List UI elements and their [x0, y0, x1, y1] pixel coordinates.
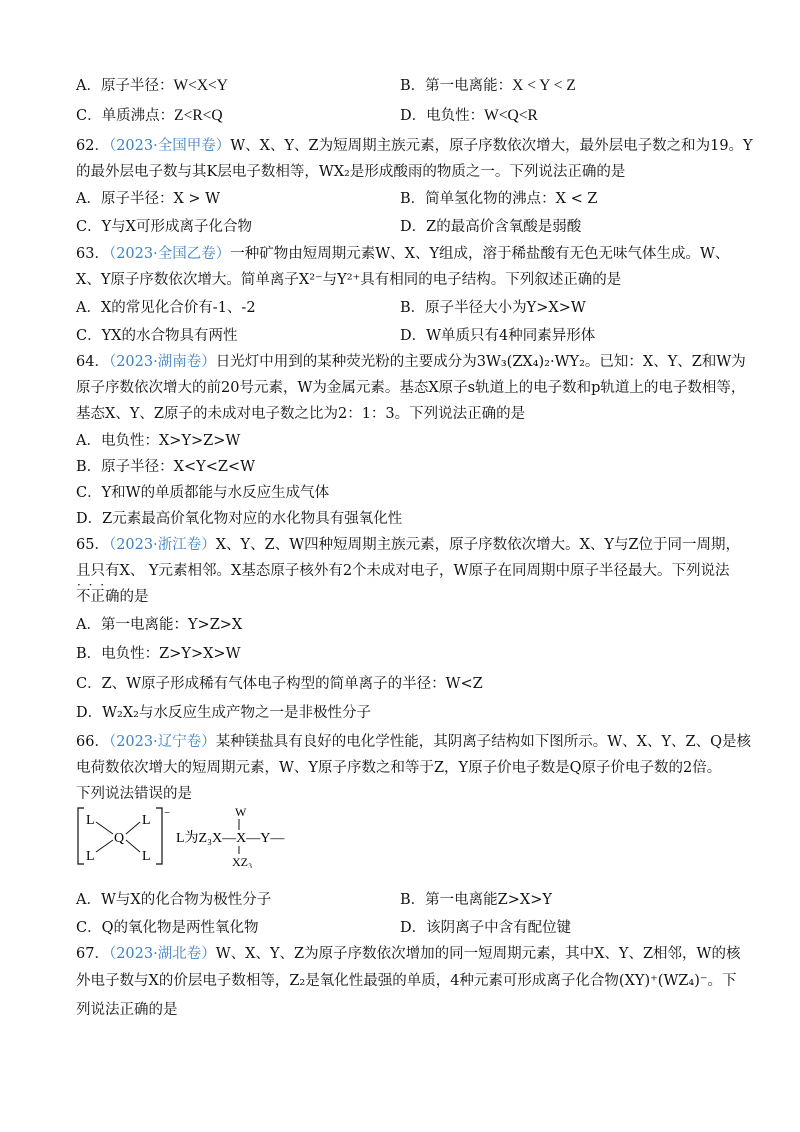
- q63-stem-1: 63．（2023·全国乙卷）一种矿物由短周期元素W、X、Y组成，溶于稀盐酸有无色无味气体生成。W、: [76, 246, 730, 262]
- q66-option-b: B．第一电离能Z>X>Y: [400, 892, 552, 908]
- q66-option-c: C．Q的氧化物是两性氧化物: [76, 920, 259, 936]
- q62-option-d: D．Z的最高价含氧酸是弱酸: [400, 219, 582, 235]
- q65-option-d: D．W₂X₂与水反应生成产物之一是非极性分子: [76, 705, 371, 721]
- q66-stem-3: 下列说法错误的是: [76, 786, 192, 802]
- q65-stem-1: 65．（2023·浙江卷）X、Y、Z、W四种短周期主族元素，原子序数依次增大。X、Y与Z位于同一周期，: [76, 537, 741, 553]
- q66-option-a: A．W与X的化合物为极性分子: [76, 892, 272, 908]
- q66-stem-2: 电荷数依次增大的短周期元素，W、Y原子序数之和等于Z，Y原子价电子数是Q原子价电子数的2倍。: [76, 760, 722, 776]
- option-d: D．电负性：W<Q<R: [400, 107, 538, 124]
- q63-option-a: A．X的常见化合价有-1、-2: [76, 300, 256, 316]
- option-b: B．第一电离能：X < Y < Z: [400, 77, 576, 94]
- q62-stem-1: 62．（2023·全国甲卷）W、X、Y、Z为短周期主族元素，原子序数依次增大，最外层电子数之和为19。Y: [76, 138, 753, 154]
- ligand-label-bl: L: [86, 849, 95, 864]
- q67-stem-1: 67．（2023·湖北卷）W、X、Y、Z为原子序数依次增加的同一短周期元素，其中X、Y、Z相邻，W的核: [76, 946, 741, 962]
- q65-option-b: B．电负性：Z>Y>X>W: [76, 646, 241, 662]
- q65-stem-3: · · · 不正确的是: [76, 587, 149, 607]
- q63-option-c: C．YX的水合物具有两性: [76, 328, 238, 344]
- q64-option-d: D．Z元素最高价氧化物对应的水化物具有强氧化性: [76, 511, 403, 527]
- q64-stem-1: 64．（2023·湖南卷）日光灯中用到的某种荧光粉的主要成分为3W₃(ZX₄)₂·WY₂。已知：X、Y、Z和W为: [76, 354, 746, 370]
- bottom-substituent: XZ₃: [232, 855, 253, 868]
- q62-option-a: A．原子半径：X > W: [76, 191, 221, 207]
- q67-stem-2: 外电子数与X的价层电子数相等，Z₂是氧化性最强的单质，4种元素可形成离子化合物(XY)⁺(WZ₄)⁻。下: [76, 973, 737, 989]
- ligand-label-br: L: [142, 849, 151, 864]
- q66-option-d: D．该阴离子中含有配位键: [400, 920, 572, 936]
- q63-option-b: B．原子半径大小为Y>X>W: [400, 300, 586, 316]
- option-a: A．原子半径：W<X<Y: [76, 77, 228, 94]
- q62-option-c: C．Y与X可形成离子化合物: [76, 219, 252, 235]
- ligand-label-tr: L: [142, 813, 151, 828]
- q67-stem-3: 列说法正确的是: [76, 1002, 178, 1018]
- anion-structure-diagram: [76, 806, 316, 868]
- q65-option-a: A．第一电离能：Y>Z>X: [76, 617, 243, 633]
- q64-stem-3: 基态X、Y、Z原子的未成对电子数之比为2：1：3。下列说法正确的是: [76, 406, 526, 422]
- q62-option-b: B．简单氢化物的沸点：X < Z: [400, 191, 598, 207]
- q64-option-b: B．原子半径：X<Y<Z<W: [76, 459, 255, 475]
- option-c: C．单质沸点：Z<R<Q: [76, 107, 223, 124]
- q64-option-a: A．电负性：X>Y>Z>W: [76, 433, 241, 449]
- q63-stem-2: X、Y原子序数依次增大。简单离子X²⁻与Y²⁺具有相同的电子结构。下列叙述正确的是: [76, 272, 622, 288]
- q63-option-d: D．W单质只有4种同素异形体: [400, 328, 596, 344]
- q66-stem-1: 66．（2023·辽宁卷）某种镁盐具有良好的电化学性能，其阴离子结构如下图所示。W、X、Y、Z、Q是核: [76, 734, 751, 750]
- charge-label: −: [164, 807, 171, 819]
- center-atom-label: Q: [114, 831, 125, 846]
- q65-stem-2: 且只有X、 Y元素相邻。X基态原子核外有2个未成对电子，W原子在同周期中原子半径最大。下列说法: [76, 563, 730, 579]
- top-substituent: W: [235, 806, 247, 819]
- emphasis-dots: · · · 不正确: [76, 587, 120, 607]
- ligand-definition: L为Z₃X—X—Y—: [176, 831, 285, 846]
- q62-stem-2: 的最外层电子数与其K层电子数相等，WX₂是形成酸雨的物质之一。下列说法正确的是: [76, 164, 626, 180]
- q64-option-c: C．Y和W的单质都能与水反应生成气体: [76, 485, 330, 501]
- ligand-label-tl: L: [86, 813, 95, 828]
- q65-option-c: C．Z、W原子形成稀有气体电子构型的简单离子的半径：W<Z: [76, 676, 483, 692]
- q64-stem-2: 原子序数依次增大的前20号元素，W为金属元素。基态X原子s轨道上的电子数和p轨道上的电子数相等，: [76, 380, 746, 396]
